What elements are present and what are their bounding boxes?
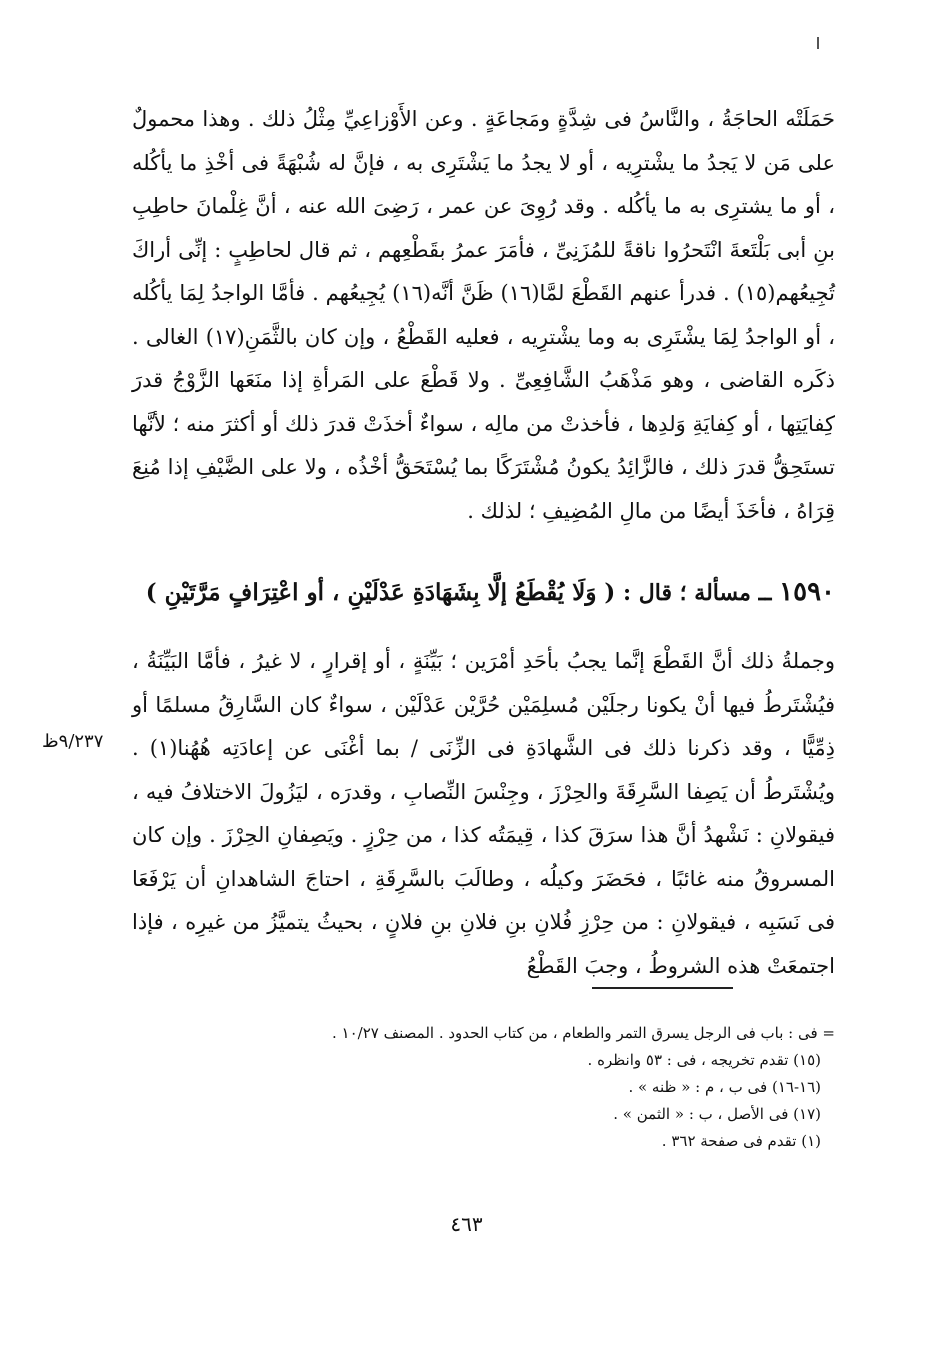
footnote-1: (١) تقدم فى صفحة ٣٦٢ .: [661, 1132, 821, 1150]
issue-number: ١٥٩٠: [779, 577, 835, 607]
issue-quote: ( وَلَا يُقْطَعُ إلَّا بِشَهَادَةِ عَدْلَيْنِ ، أو اعْتِرَافٍ مَرَّتَيْنِ ): [145, 579, 616, 606]
footnote-15: (١٥) تقدم تخريجه ، فى : ٥٣ وانظره .: [587, 1051, 821, 1069]
footnote-continued: = فى : باب فى الرجل يسرق التمر والطعام ، من كتاب الحدود . المصنف ١٠/٢٧ .: [331, 1024, 835, 1042]
issue-label: مسألة ؛ قال :: [622, 580, 751, 606]
page-number: ٤٦٣: [450, 1212, 483, 1236]
footnote-17: (١٧) فى الأصل ، ب : « الثمن » .: [613, 1105, 821, 1123]
footnote-divider: [592, 987, 733, 989]
margin-folio-note: ٩/٢٣٧ظ: [42, 731, 104, 752]
issue-heading: [132, 572, 835, 613]
commentary-paragraph: وجملةُ ذلك أنَّ القَطْعَ إنَّما يجبُ بأحَدِ أمْرَين ؛ بَيِّنَةٍ ، أو إقرارٍ ، لا غيرُ ، فأمَّا البَيِّنَةُ ، فيُشْتَرطُ فيها أنْ يكونا رجلَيْن مُسلِمَيْن حُرَّيْن عَدْلَيْن ، سواءٌ كان السَّارِقُ مسلمًا أو ذِمِّيًّا ، وقد ذكرنا ذلك فى الشَّهادَةِ فى الزِّنَى / بما أغْنَى عن إعادَتِه هُهُنا(١) . ويُشْتَرطُ أن يَصِفا السَّرِقَةَ والحِرْزَ ، وجِنْسَ النِّصابِ ، وقدرَه ، ليَزُولَ الاختلافُ فيه ، فيقولانِ : نَشْهدُ أنَّ هذا سرَقَ كذا ، قِيمَتُه كذا ، من حِرْزٍ . ويَصِفانِ الحِرْزَ . وإن كان المسروقُ منه غائبًا ، فحَضَرَ وكيلُه ، وطالَبَ بالسَّرِقَةِ ، احتاجَ الشاهدانِ أن يَرْفَعَا فى نَسَبِه ، فيقولانِ : من حِرْزِ فُلانِ بنِ فلانِ بنِ فلانٍ ، بحيثُ يتميَّزُ من غيرِه ، فإذا اجتمعَتْ هذه الشروطُ ، وجبَ القَطْعُ: [132, 649, 835, 978]
issue-dash: ــ: [758, 580, 772, 606]
footnotes: [132, 1020, 835, 1155]
main-text-block: [132, 98, 835, 533]
scan-mark: [817, 37, 819, 49]
commentary-block: [132, 640, 835, 988]
paragraph-continued: حَمَلَتْه الحاجَةُ ، والنَّاسُ فى شِدَّةٍ ومَجاعَةٍ . وعن الأَوْزاعِيِّ مِثْلُ ذلك . وهذا محمولٌ على مَن لا يَجدُ ما يشْترِيه ، أو لا يجدُ ما يَشْتَرِى به ، فإنَّ له شُبْهَةً فى أخْذِ ما يأكُله ، أو ما يشترِى به ما يأكُله . وقد رُوِىَ عن عمر ، رَضِىَ الله عنه ، أنَّ غِلْمانَ حاطِبِ بنِ أبى بَلْتَعةَ انْتَحرُوا ناقةً للمُزَنِىِّ ، فأمَرَ عمرُ بقَطْعِهم ، ثم قال لحاطِبٍ : إنِّى أراكَ تُجِيعُهم(١٥) . فدرأ عنهم القَطْعَ لمَّا(١٦) ظَنَّ أنَّه(١٦) يُجِيعُهم . فأمَّا الواجدُ لِمَا يأكُله ، أو الواجدُ لِمَا يشْتَرِى به وما يشْترِيه ، فعليه القَطْعُ ، وإن كان بالثَّمَنِ(١٧) الغالى . ذكَره القاضى ، وهو مَذْهَبُ الشَّافِعِىِّ . ولا قَطْعَ على المَرأةِ إذا منَعَها الزَّوْجُ قدرَ كِفايَتِها ، أو كِفايَةِ وَلدِها ، فأخذتْ من مالِه ، سواءٌ أخذَتْ قدرَ ذلك أو أكثرَ منه ؛ لأنَّها تستَحِقُّ قدرَ ذلك ، فالزَّائِدُ يكونُ مُشْتَرَكًا بما يُسْتَحَقُّ أخْذُه ، ولا على الضَّيْفِ إذا مُنِعَ قِرَاهُ ، فأخَذَ أيضًا من مالِ المُضِيفِ ؛ لذلك .: [132, 107, 836, 523]
footnote-16: (١٦-١٦) فى ب ، م : « ظنه » .: [628, 1078, 821, 1096]
